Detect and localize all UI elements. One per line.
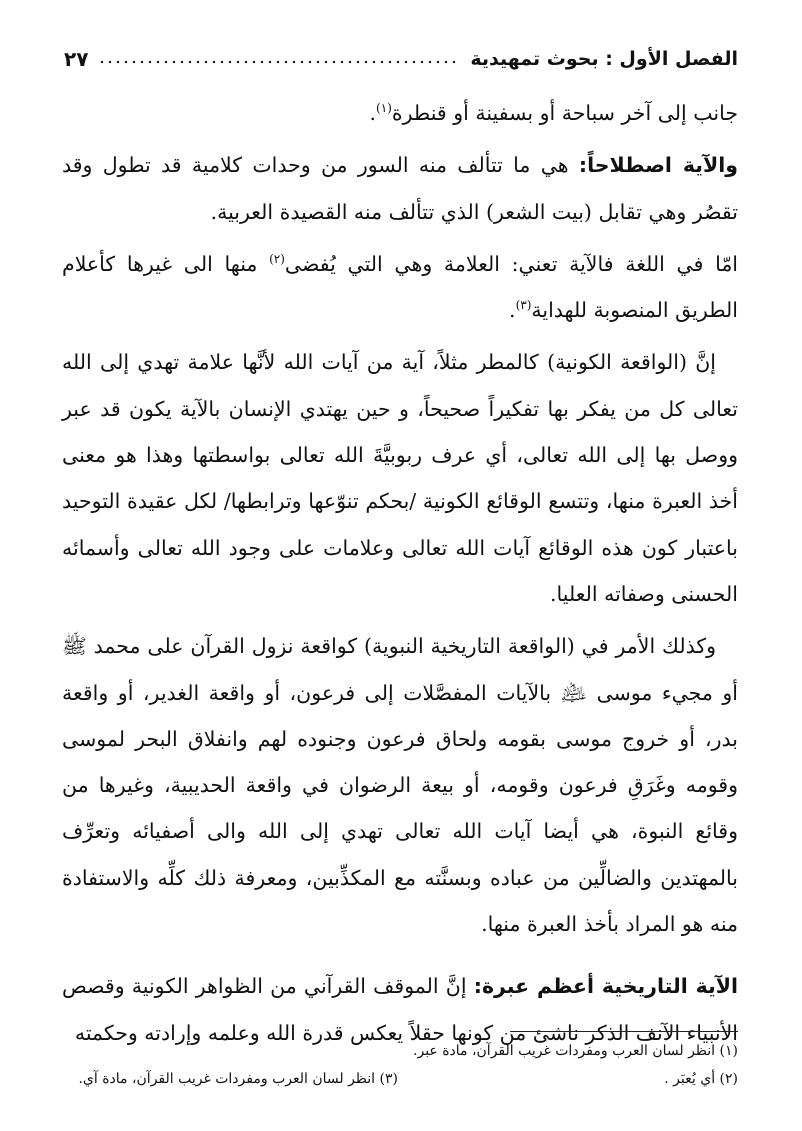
paragraph-4: إنَّ (الواقعة الكونية) كالمطر مثلاً، آية من آيات الله لأنَّها علامة تهدي إلى الله تعالى كل من يفكر بها تفكيراً صحيحاً، و حين يهتدي الإنسان بالآية يكون قد عبر ووصل بها إلى الله تعالى، أي عرف ربوبيَّةَ الله تعالى بواسطتها وهذا هو معنى أخذ العبرة منها، وتتسع الوقائع الكونية /بحكم تنوّعها وترابطها/ لكل عقيدة التوحيد باعتبار كون هذه الوقائع آيات الله تعالى وعلامات على وجود الله تعالى وأسمائه الحسنى وصفاته العليا. [62, 350, 738, 606]
footnote-row [64, 1068, 738, 1090]
footnote-ref: (٢) [269, 252, 285, 267]
dotted-leader [98, 60, 460, 64]
footnote-2: (٢) أي يُعبَر . [664, 1071, 738, 1087]
footnote-3: (٣) انظر لسان العرب ومفردات غريب القرآن، مادة آي. [78, 1071, 398, 1087]
paragraph-6: الآية التاريخية أعظم عبرة: إنَّ الموقف القرآني من الظواهر الكونية وقصص الأنبياء الآنف الذكر ناشئ من كونها حقلاً يعكس قدرة الله وعلمه وإرادته وحكمته [62, 974, 738, 1045]
paragraph-2: والآية اصطلاحاً: هي ما تتألف منه السور من وحدات كلامية قد تطول وقد تقصُر وهي تقابل (بيت الشعر) الذي تتألف منه القصيدة العربية. [62, 153, 739, 224]
footnote-separator [510, 1031, 738, 1032]
footnote-ref: (٣) [515, 298, 532, 313]
paragraph-3: امّا في اللغة فالآية تعني: العلامة وهي التي يُفضى$^{(٢)}$ منها الى غيرها كأعلام الطريق المنصوبة للهداية$^{(٣)}$. [62, 251, 738, 323]
footnote-ref: (١) [376, 101, 392, 116]
paragraph-1: جانب إلى آخر سباحة أو بسفينة أو قنطرة$^{(١)}$. [369, 101, 738, 125]
bold-term: والآية اصطلاحاً: [578, 153, 739, 178]
page-number: ٢٧ [64, 47, 89, 71]
chapter-title: الفصل الأول : بحوث تمهيدية [470, 48, 738, 70]
body-text [62, 90, 738, 1056]
bold-term: الآية التاريخية أعظم عبرة: [473, 974, 738, 999]
paragraph-5: وكذلك الأمر في (الواقعة التاريخية النبوية) كواقعة نزول القرآن على محمد ﷺ أو مجيء موسى ﵇ بالآيات المفصَّلات إلى فرعون، أو واقعة الغدير، أو واقعة بدر، أو خروج موسى بقومه ولحاق فرعون وجنوده لهم وانفلاق البحر لموسى وقومه وغَرَقِ فرعون وقومه، أو بيعة الرضوان في واقعة الحديبية، وغيرها من وقائع النبوة، هي أيضا آيات الله تعالى تهدي إلى الله والى أصفيائه وتعرِّف بالمهتدين والضالِّين من عباده وبسنَّته مع المكذِّبين، ومعرفة ذلك كلِّه والاستفادة منه هو المراد بأخذ العبرة منها. [62, 634, 738, 937]
footnote-1: (١) انظر لسان العرب ومفردات غريب القرآن، مادة عبر. [413, 1043, 738, 1059]
running-header [64, 44, 738, 74]
